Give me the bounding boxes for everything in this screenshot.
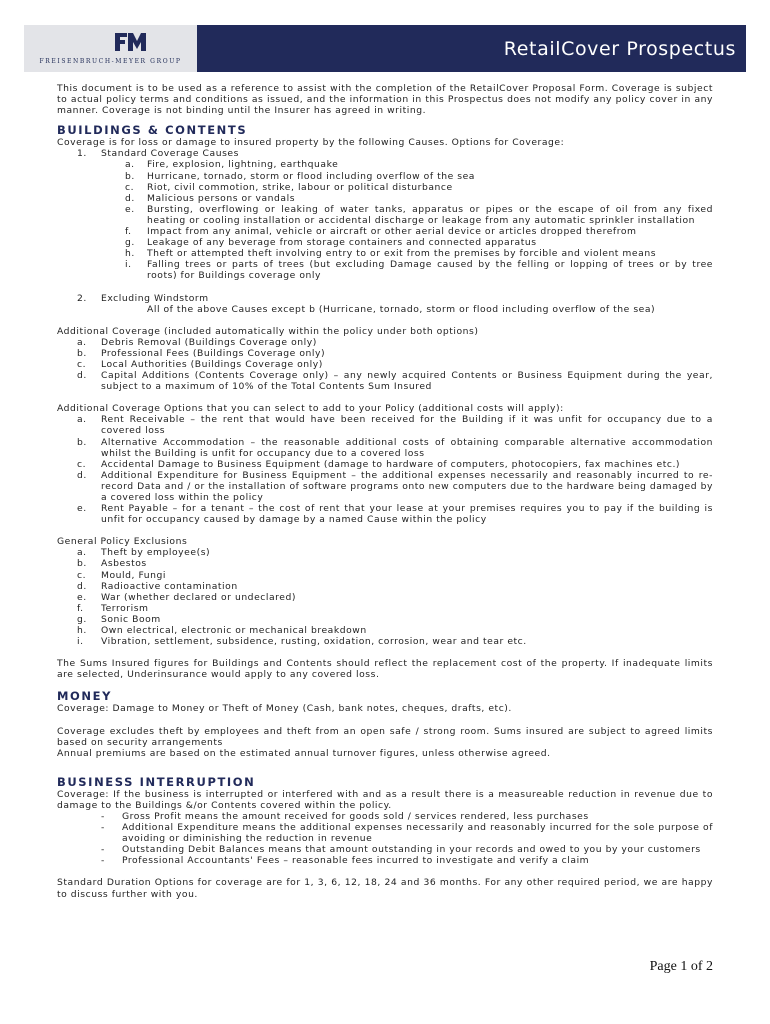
bi-definitions-list [57,811,713,866]
list-item: b. Asbestos [77,558,147,570]
document-title: RetailCover Prospectus [503,38,736,60]
money-exclusion: Coverage excludes theft by employees and theft from an open safe / strong room. Sums insured are subject to agreed limits based on security arrangements [57,725,713,748]
list-item: d. Additional Expenditure for Business Equipment – the additional expenses necessarily and reasonably incurred to re-record Data and / or the installation of software programs onto new computers due to the hardware being damaged by a covered loss within the policy [77,469,713,503]
money-coverage: Coverage: Damage to Money or Theft of Money (Cash, bank notes, cheques, drafts, etc). [57,703,512,715]
list-item: b. Professional Fees (Buildings Coverage only) [77,347,326,359]
page-number: Page 1 of 2 [649,959,713,974]
header-banner [24,25,746,72]
buildings-intro: Coverage is for loss or damage to insured property by the following Causes. Options for Coverage: [57,137,565,149]
fm-logo-icon [113,31,147,53]
causes-list [57,159,713,281]
coverage-options-title: Additional Coverage Options that you can select to add to your Policy (additional costs will apply): [57,403,564,415]
list-item: g. Sonic Boom [77,613,161,625]
list-item: f. Terrorism [77,602,149,614]
list-marker: 1. [77,148,87,160]
list-item: b. Hurricane, tornado, storm or flood including overflow of the sea [125,170,475,182]
list-item: d. Radioactive contamination [77,580,238,592]
list-item: g. Leakage of any beverage from storage containers and connected apparatus [125,237,537,249]
list-text: Excluding Windstorm [101,292,209,304]
option-excluding-windstorm [57,293,713,304]
list-marker: 2. [77,292,87,304]
section-heading-buildings: BUILDINGS & CONTENTS [57,123,248,138]
list-item: c. Riot, civil commotion, strike, labour or political disturbance [125,181,453,193]
bi-duration: Standard Duration Options for coverage are for 1, 3, 6, 12, 18, 24 and 36 months. For any other required period, we are happy to discuss further with you. [57,877,713,900]
list-item: e. Bursting, overflowing or leaking of water tanks, apparatus or pipes or the escape of oil from any fixed heating or cooling installation or accidental discharge or leakage from any automatic sprinkler installation [125,203,713,226]
list-item: h. Theft or attempted theft involving entry to or exit from the premises by forcible and violent means [125,248,657,260]
sums-insured-note: The Sums Insured figures for Buildings and Contents should reflect the replacement cost of the property. If inadequate limits are selected, Underinsurance would apply to any covered loss. [57,658,713,681]
option-standard-coverage [57,148,713,159]
list-item: e. War (whether declared or undeclared) [77,591,296,603]
list-item: c. Mould, Fungi [77,569,167,581]
company-logo [24,25,197,72]
exclusions-title: General Policy Exclusions [57,536,188,548]
list-item: c. Accidental Damage to Business Equipment (damage to hardware of computers, photocopiers, fax machines etc.) [77,458,681,470]
additional-coverage-list [57,337,713,392]
list-text: Standard Coverage Causes [101,148,239,160]
coverage-options-list [57,414,713,525]
exclusions-list [57,547,713,647]
money-premiums: Annual premiums are based on the estimated annual turnover figures, unless otherwise agreed. [57,747,551,759]
section-heading-money: MONEY [57,689,113,704]
list-item: a. Rent Receivable – the rent that would have been received for the Building if it was unfit for occupancy due to a covered loss [77,414,713,437]
list-item: - Professional Accountants' Fees – reasonable fees incurred to investigate and verify a claim [101,855,590,867]
list-item: a. Theft by employee(s) [77,547,211,559]
additional-coverage-title: Additional Coverage (included automatically within the policy under both options) [57,325,479,337]
title-bar [197,25,746,72]
list-item: - Gross Profit means the amount received for goods sold / services rendered, less purchases [101,810,589,822]
section-heading-business-interruption: BUSINESS INTERRUPTION [57,774,256,789]
list-item: a. Debris Removal (Buildings Coverage only) [77,336,317,348]
bi-coverage: Coverage: If the business is interrupted or interfered with and as a result there is a measureable reduction in revenue due to damage to the Buildings &/or Contents covered within the policy. [57,788,713,811]
windstorm-detail: All of the above Causes except b (Hurricane, tornado, storm or flood including overflow of the sea) [147,303,656,315]
list-item: e. Rent Payable – for a tenant – the cost of rent that your lease at your premises requires you to pay if the building is unfit for occupancy caused by damage by a named Cause within the policy [77,503,713,526]
list-item: f. Impact from any animal, vehicle or aircraft or other aerial device or articles dropped therefrom [125,226,637,238]
list-item: d. Capital Additions (Contents Coverage only) – any newly acquired Contents or Business Equipment during the year, subject to a maximum of 10% of the Total Contents Sum Insured [77,370,713,393]
list-item: b. Alternative Accommodation – the reasonable additional costs of obtaining comparable alternative accommodation whilst the Building is unfit for occupancy due to a covered loss [77,436,713,459]
logo-wordmark: FREISENBRUCH-MEYER GROUP [39,58,182,65]
list-item: a. Fire, explosion, lightning, earthquake [125,159,339,171]
list-item: c. Local Authorities (Buildings Coverage only) [77,358,323,370]
list-item: - Additional Expenditure means the additional expenses necessarily and reasonably incurred for the sole purpose of avoiding or diminishing the reduction in revenue [101,822,713,845]
document-body [57,83,713,900]
list-item: i. Falling trees or parts of trees (but excluding Damage caused by the felling or lopping of trees or by tree roots) for Buildings coverage only [125,259,713,282]
list-item: h. Own electrical, electronic or mechanical breakdown [77,625,367,637]
list-item: d. Malicious persons or vandals [125,192,296,204]
list-item: - Outstanding Debit Balances means that amount outstanding in your records and owed to you by your customers [101,844,701,856]
intro-paragraph: This document is to be used as a reference to assist with the completion of the RetailCover Proposal Form. Coverage is subject to actual policy terms and conditions as issued, and the information in this Prospectus does not modify any policy cover in any manner. Coverage is not binding until the Insurer has agreed in writing. [57,83,713,117]
list-item: i. Vibration, settlement, subsidence, rusting, oxidation, corrosion, wear and tear etc. [77,636,527,648]
